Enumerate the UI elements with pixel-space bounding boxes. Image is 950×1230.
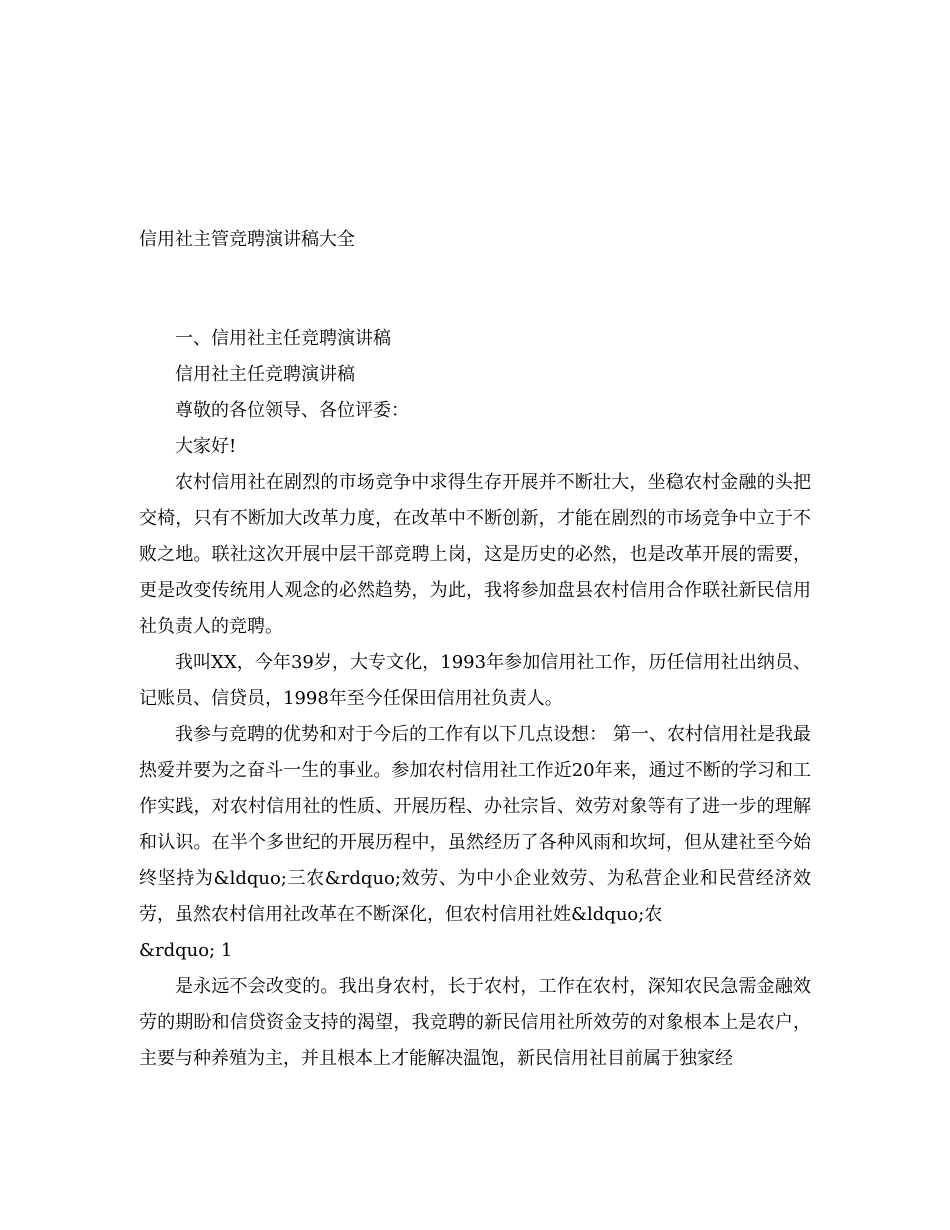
body-paragraph: 农村信用社在剧烈的市场竞争中求得生存开展并不断壮大，坐稳农村金融的头把交椅，只有不断加大改革力度，在改革中不断创新，才能在剧烈的市场竞争中立于不败之地。联社这次开展中层干部竞聘上岗，这是历史的必然，也是改革开展的需要，更是改变传统用人观念的必然趋势，为此，我将参加盘县农村信用合作联社新民信用社负责人的竞聘。: [139, 472, 811, 637]
page-number-line: &rdquo; 1: [139, 940, 233, 961]
speech-title: 信用社主任竞聘演讲稿: [175, 364, 355, 385]
body-paragraph: 我叫XX，今年39岁，大专文化，1993年参加信用社工作，历任信用社出纳员、记账员、信贷员，1998年至今任保田信用社负责人。: [139, 652, 811, 709]
document-body: [139, 321, 811, 1077]
body-paragraph: 我参与竞聘的优势和对于今后的工作有以下几点设想： 第一、农村信用社是我最热爱并要为之奋斗一生的事业。参加农村信用社工作近20年来，通过不断的学习和工作实践，对农村信用社的性质、开展历程、办社宗旨、效劳对象等有了进一步的理解和认识。在半个多世纪的开展历程中，虽然经历了各种风雨和坎坷，但从建社至今始终坚持为&ldquo;三农&rdquo;效劳、为中小企业效劳、为私营企业和民营经济效劳，虽然农村信用社改革在不断深化，但农村信用社姓&ldquo;农: [139, 724, 811, 925]
document-title: 信用社主管竞聘演讲稿大全: [139, 229, 355, 250]
salutation: 尊敬的各位领导、各位评委：: [175, 400, 409, 421]
greeting: 大家好!: [175, 436, 237, 457]
section-heading: 一、信用社主任竞聘演讲稿: [175, 328, 391, 349]
body-paragraph: 是永远不会改变的。我出身农村，长于农村，工作在农村，深知农民急需金融效劳的期盼和信贷资金支持的渴望，我竞聘的新民信用社所效劳的对象根本上是农户，主要与种养殖为主，并且根本上才能解决温饱，新民信用社目前属于独家经: [139, 976, 811, 1069]
